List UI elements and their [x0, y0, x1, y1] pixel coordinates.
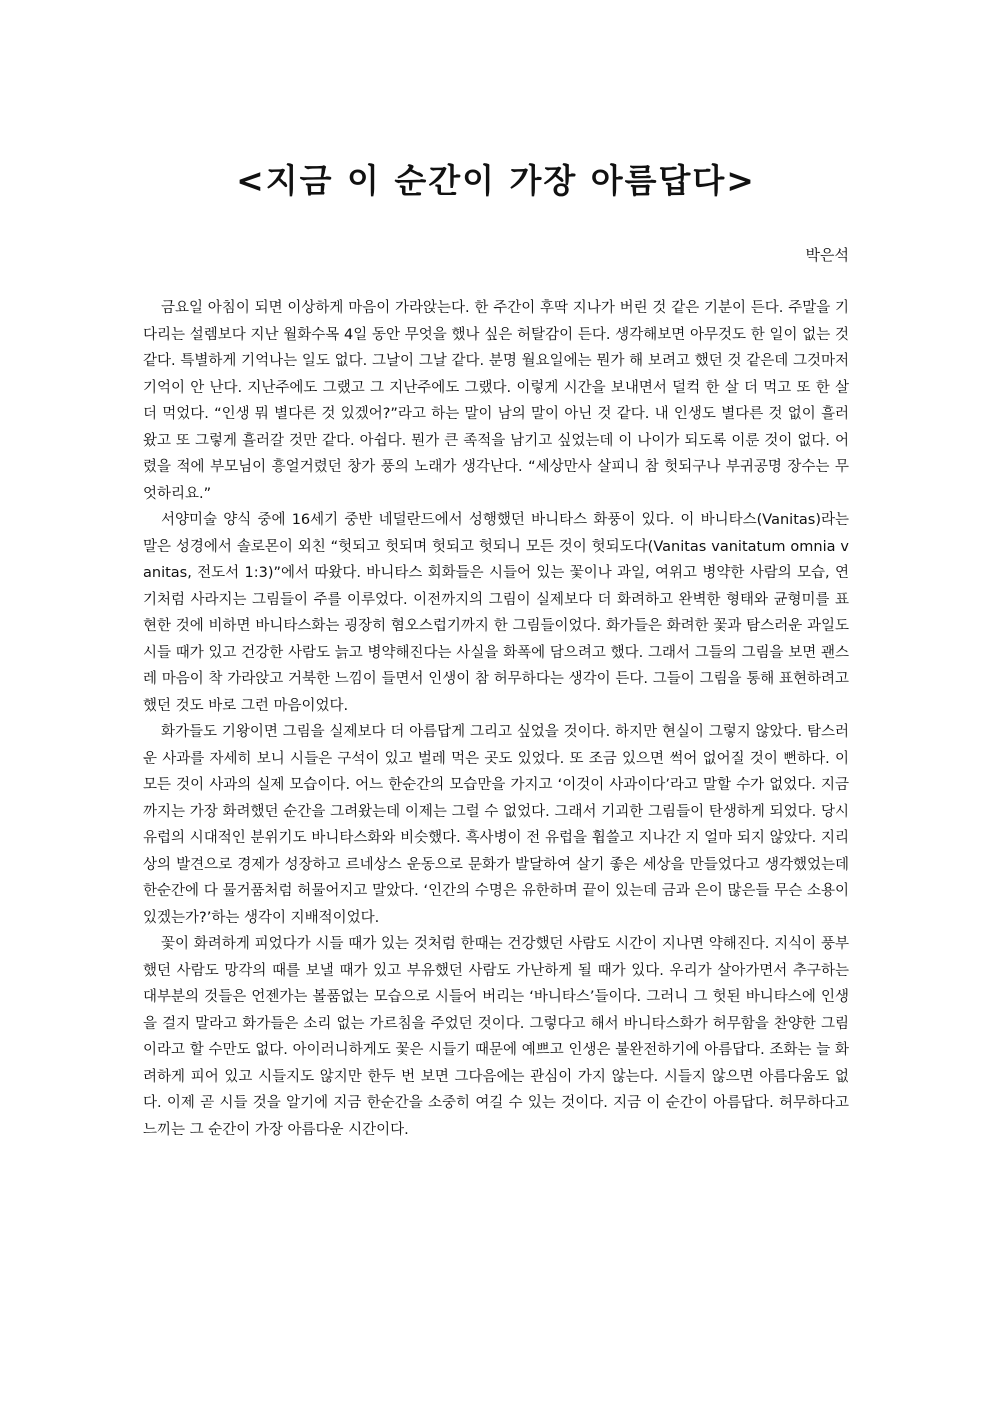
paragraph-3: 화가들도 기왕이면 그림을 실제보다 더 아름답게 그리고 싶었을 것이다. 하지만 현실이 그렇지 않았다. 탐스러운 사과를 자세히 보니 시들은 구석이 있고 벌레 먹은 곳도 있었다. 또 조금 있으면 썩어 없어질 것이 뻔하다. 이 모든 것이 사과의 실제 모습이다. 어느 한순간의 모습만을 가지고 ‘이것이 사과이다’라고 말할 수가 없었다. 지금까지는 가장 화려했던 순간을 그려왔는데 이제는 그럴 수 없었다. 그래서 기괴한 그림들이 탄생하게 되었다. 당시 유럽의 시대적인 분위기도 바니타스화와 비슷했다. 흑사병이 전 유럽을 휩쓸고 지나간 지 얼마 되지 않았다. 지리상의 발견으로 경제가 성장하고 르네상스 운동으로 문화가 발달하여 살기 좋은 세상을 만들었다고 생각했었는데 한순간에 다 물거품처럼 허물어지고 말았다. ‘인간의 수명은 유한하며 끝이 있는데 금과 은이 많은들 무슨 소용이 있겠는가?’하는 생각이 지배적이었다.: [143, 724, 849, 926]
paragraph-4: 꽃이 화려하게 피었다가 시들 때가 있는 것처럼 한때는 건강했던 사람도 시간이 지나면 약해진다. 지식이 풍부했던 사람도 망각의 때를 보낼 때가 있고 부유했던 사람도 가난하게 될 때가 있다. 우리가 살아가면서 추구하는 대부분의 것들은 언젠가는 볼품없는 모습으로 시들어 버리는 ‘바니타스’들이다. 그러니 그 헛된 바니타스에 인생을 걸지 말라고 화가들은 소리 없는 가르침을 주었던 것이다. 그렇다고 해서 바니타스화가 허무함을 찬양한 그림이라고 할 수만도 없다. 아이러니하게도 꽃은 시들기 때문에 예쁘고 인생은 불완전하기에 아름답다. 조화는 늘 화려하게 피어 있고 시들지도 않지만 한두 번 보면 그다음에는 관심이 가지 않는다. 시들지 않으면 아름다움도 없다. 이제 곧 시들 것을 알기에 지금 한순간을 소중히 여길 수 있는 것이다. 지금 이 순간이 아름답다. 허무하다고 느끼는 그 순간이 가장 아름다운 시간이다.: [143, 936, 849, 1138]
paragraph-1: 금요일 아침이 되면 이상하게 마음이 가라앉는다. 한 주간이 후딱 지나가 버린 것 같은 기분이 든다. 주말을 기다리는 설렘보다 지난 월화수목 4일 동안 무엇을 했나 싶은 허탈감이 든다. 생각해보면 아무것도 한 일이 없는 것 같다. 특별하게 기억나는 일도 없다. 그날이 그날 같다. 분명 월요일에는 뭔가 해 보려고 했던 것 같은데 그것마저 기억이 안 난다. 지난주에도 그랬고 그 지난주에도 그랬다. 이렇게 시간을 보내면서 덜컥 한 살 더 먹고 또 한 살 더 먹었다. “인생 뭐 별다른 것 있겠어?”라고 하는 말이 남의 말이 아닌 것 같다. 내 인생도 별다른 것 없이 흘러왔고 또 그렇게 흘러갈 것만 같다. 아쉽다. 뭔가 큰 족적을 남기고 싶었는데 이 나이가 되도록 이룬 것이 없다. 어렸을 적에 부모님이 흥얼거렸던 창가 풍의 노래가 생각난다. “세상만사 살피니 참 헛되구나 부귀공명 장수는 무엇하리요.”: [143, 300, 850, 502]
paragraph-2: 서양미술 양식 중에 16세기 중반 네덜란드에서 성행했던 바니타스 화풍이 있다. 이 바니타스(Vanitas)라는 말은 성경에서 솔로몬이 외친 “헛되고 헛되며 헛되고 헛되니 모든 것이 헛되도다(Vanitas vanitatum omnia vanitas, 전도서 1:3)”에서 따왔다. 바니타스 회화들은 시들어 있는 꽃이나 과일, 여위고 병약한 사람의 모습, 연기처럼 사라지는 그림들이 주를 이루었다. 이전까지의 그림이 실제보다 더 화려하고 완벽한 형태와 균형미를 표현한 것에 비하면 바니타스화는 굉장히 혐오스럽기까지 한 그림들이었다. 화가들은 화려한 꽃과 탐스러운 과일도 시들 때가 있고 건강한 사람도 늙고 병약해진다는 사실을 화폭에 담으려고 했다. 그래서 그들의 그림을 보면 괜스레 마음이 착 가라앉고 거북한 느낌이 들면서 인생이 참 허무하다는 생각이 든다. 그들이 그림을 통해 표현하려고 했던 것도 바로 그런 마음이었다.: [143, 512, 849, 714]
author-name: 박은석: [805, 246, 849, 264]
document-title: <지금 이 순간이 가장 아름답다>: [236, 161, 756, 200]
document-body: [143, 295, 849, 1143]
